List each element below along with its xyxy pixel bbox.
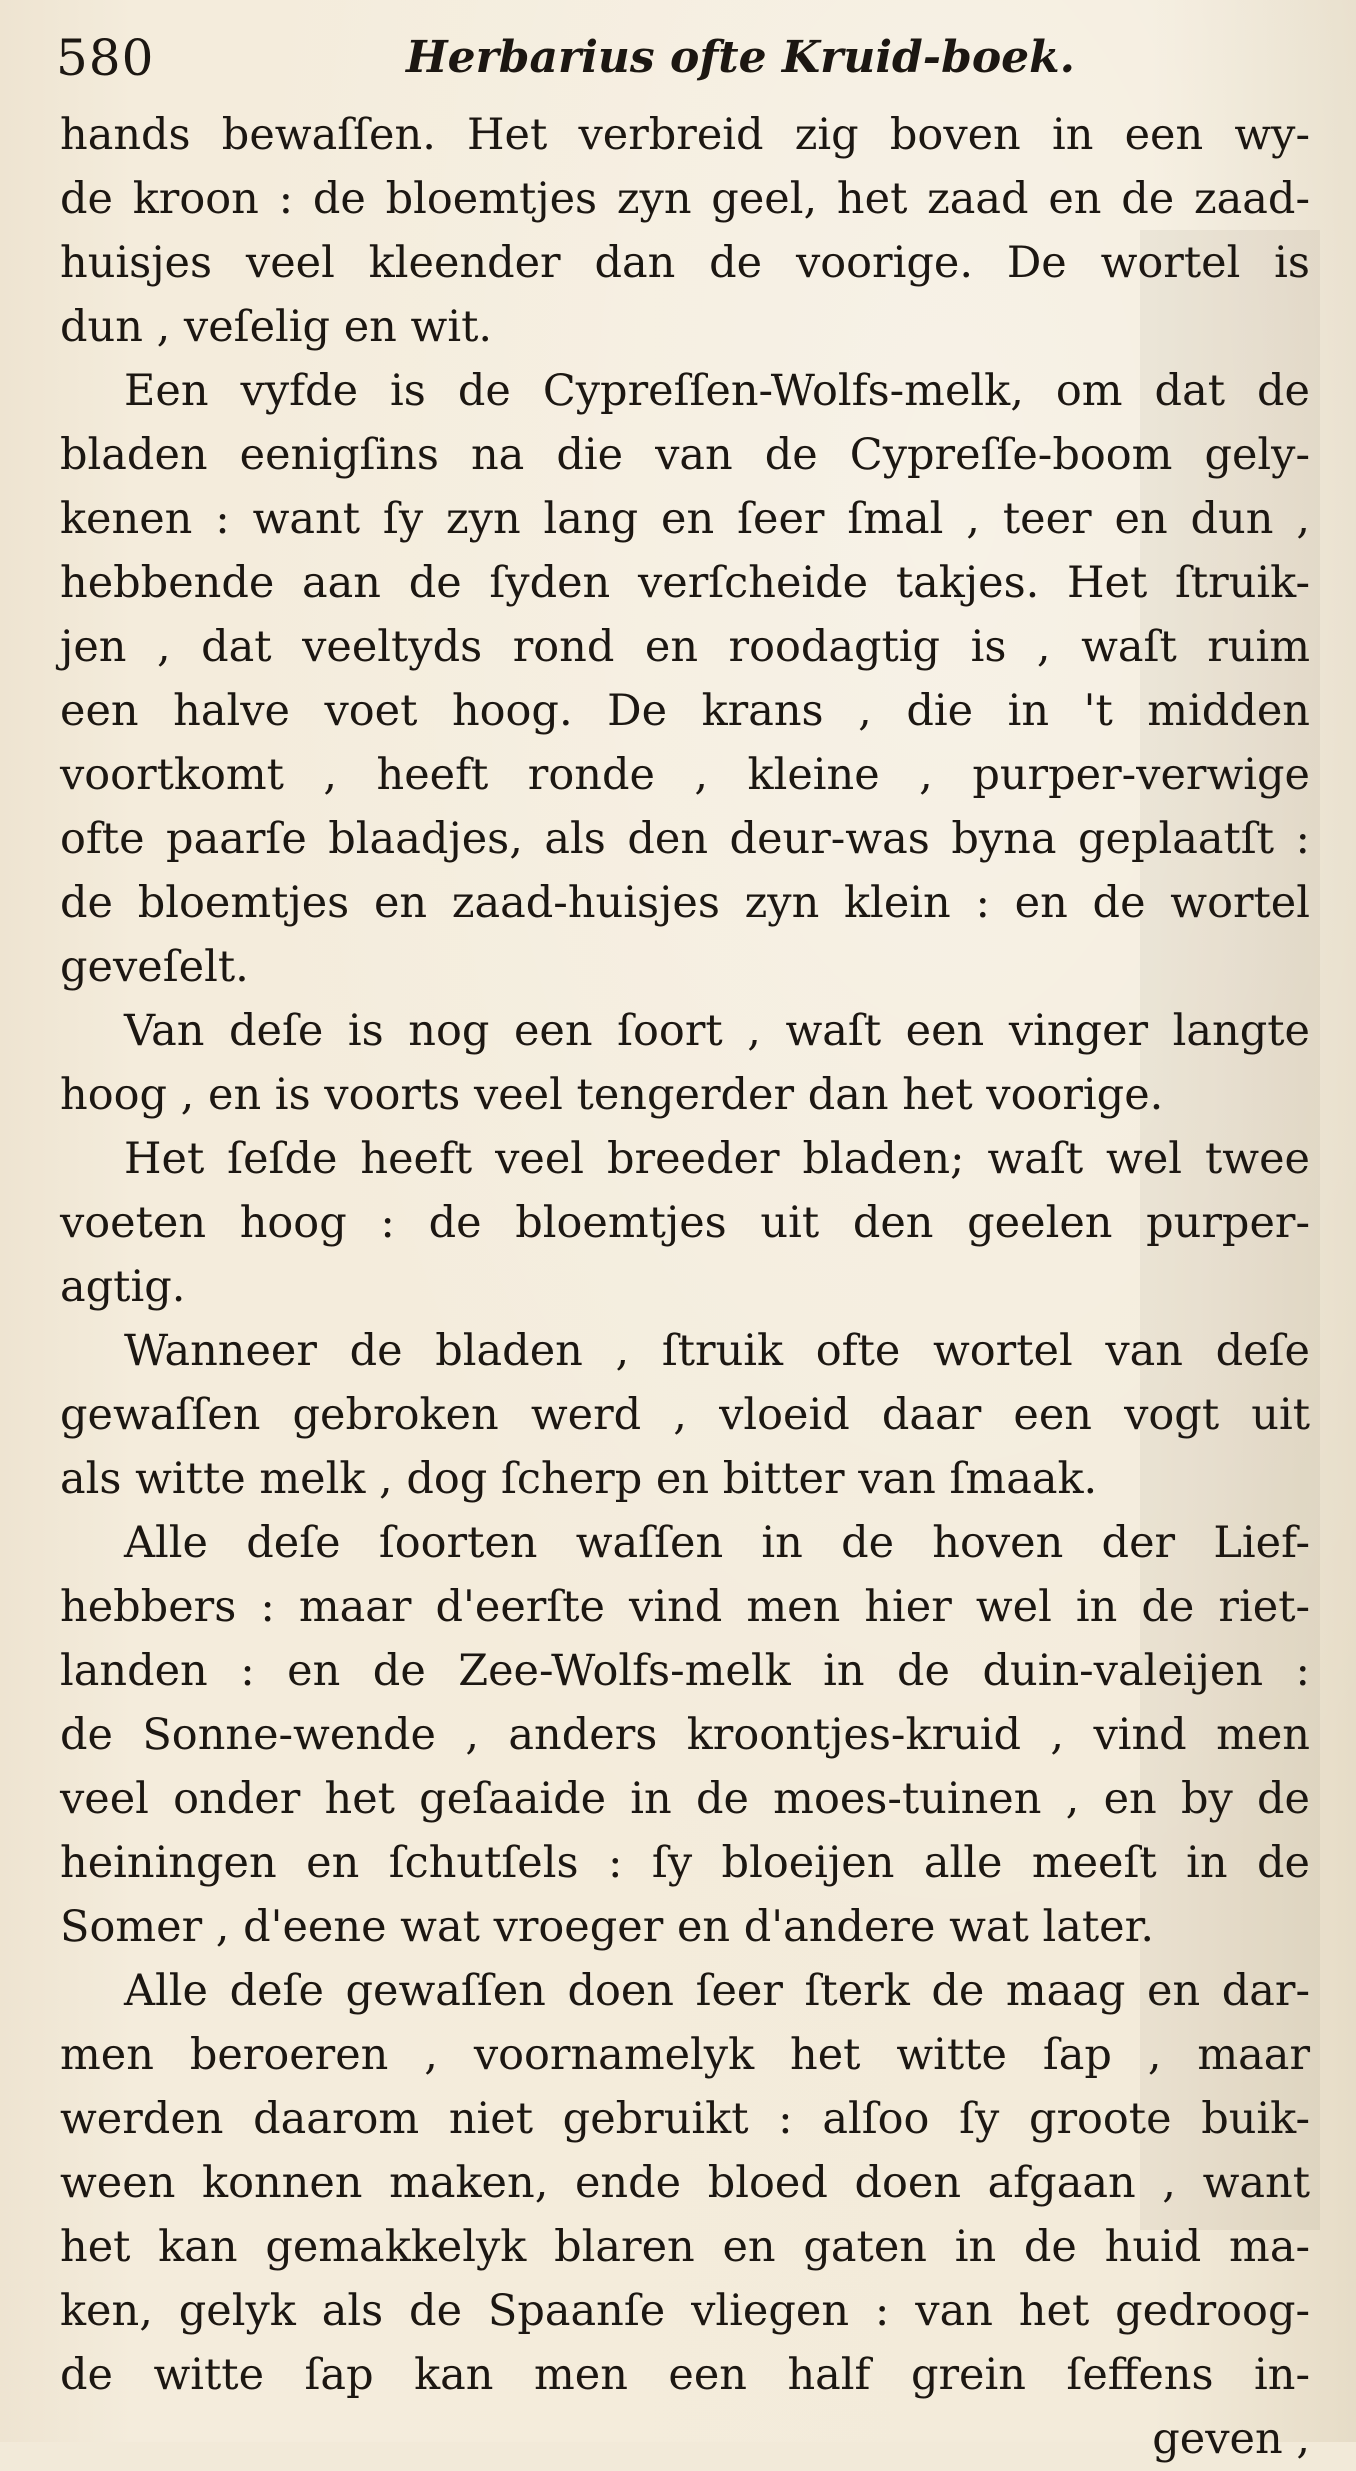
text-line: als witte melk , dog ſcherp en bitter van ſmaak.: [60, 1454, 1098, 1504]
text-line: hoog , en is voorts veel tengerder dan het voorige.: [60, 1070, 1164, 1120]
text-line: ofte paarſe blaadjes, als den deur-was byna geplaatſt :: [60, 814, 1310, 864]
text-line: de Sonne-wende , anders kroontjes-kruid , vind men: [60, 1710, 1310, 1760]
text-line: huisjes veel kleender dan de voorige. De wortel is: [60, 238, 1310, 288]
text-line: hands bewaſſen. Het verbreid zig boven in een wy-: [60, 110, 1310, 160]
text-line: Van deſe is nog een ſoort , waſt een vinger langte: [124, 1006, 1310, 1056]
text-line: Alle deſe ſoorten waſſen in de hoven der Lief-: [124, 1518, 1310, 1568]
text-line: hebbende aan de ſyden verſcheide takjes. Het ſtruik-: [60, 558, 1310, 608]
text-line: ken, gelyk als de Spaanſe vliegen : van het gedroog-: [60, 2286, 1310, 2336]
text-line: Een vyfde is de Cypreſſen-Wolfs-melk, om dat de: [124, 366, 1310, 416]
text-line: de bloemtjes en zaad-huisjes zyn klein : en de wortel: [60, 878, 1310, 928]
text-line: agtig.: [60, 1262, 186, 1312]
text-line: het kan gemakkelyk blaren en gaten in de huid ma-: [60, 2222, 1310, 2272]
body-text: [60, 103, 1310, 2471]
text-line: de witte ſap kan men een half grein ſeffens in-: [60, 2350, 1310, 2400]
text-line: Somer , d'eene wat vroeger en d'andere wat later.: [60, 1902, 1155, 1952]
text-line: geven ,: [1152, 2414, 1310, 2464]
text-line: Het ſeſde heeft veel breeder bladen; waſt wel twee: [124, 1134, 1310, 1184]
text-line: gewaſſen gebroken werd , vloeid daar een vogt uit: [60, 1390, 1310, 1440]
page-header: [56, 28, 1296, 88]
text-line: heiningen en ſchutſels : ſy bloeijen alle meeſt in de: [60, 1838, 1310, 1888]
page-number: 580: [56, 29, 155, 87]
text-line: bladen eenigſins na die van de Cypreſſe-boom gely-: [60, 430, 1310, 480]
text-line: kenen : want ſy zyn lang en ſeer ſmal , teer en dun ,: [60, 494, 1310, 544]
running-title: Herbarius ofte Kruid-boek.: [406, 32, 1075, 83]
text-line: hebbers : maar d'eerſte vind men hier wel in de riet-: [60, 1582, 1310, 1632]
text-line: dun , veſelig en wit.: [60, 302, 493, 352]
text-line: ween konnen maken, ende bloed doen afgaan , want: [60, 2158, 1310, 2208]
text-line: landen : en de Zee-Wolfs-melk in de duin-valeijen :: [60, 1646, 1310, 1696]
text-line: Alle deſe gewaſſen doen ſeer ſterk de maag en dar-: [124, 1966, 1310, 2016]
text-line: voortkomt , heeft ronde , kleine , purper-verwige: [60, 750, 1310, 800]
text-line: Wanneer de bladen , ſtruik ofte wortel van deſe: [124, 1326, 1310, 1376]
text-line: jen , dat veeltyds rond en roodagtig is , waſt ruim: [60, 622, 1310, 672]
text-line: men beroeren , voornamelyk het witte ſap , maar: [60, 2030, 1310, 2080]
text-line: een halve voet hoog. De krans , die in 't midden: [60, 686, 1310, 736]
text-line: veel onder het geſaaide in de moes-tuinen , en by de: [60, 1774, 1310, 1824]
text-line: werden daarom niet gebruikt : alſoo ſy groote buik-: [60, 2094, 1310, 2144]
text-line: de kroon : de bloemtjes zyn geel, het zaad en de zaad-: [60, 174, 1310, 224]
text-line: voeten hoog : de bloemtjes uit den geelen purper-: [60, 1198, 1310, 1248]
text-line: geveſelt.: [60, 942, 249, 992]
